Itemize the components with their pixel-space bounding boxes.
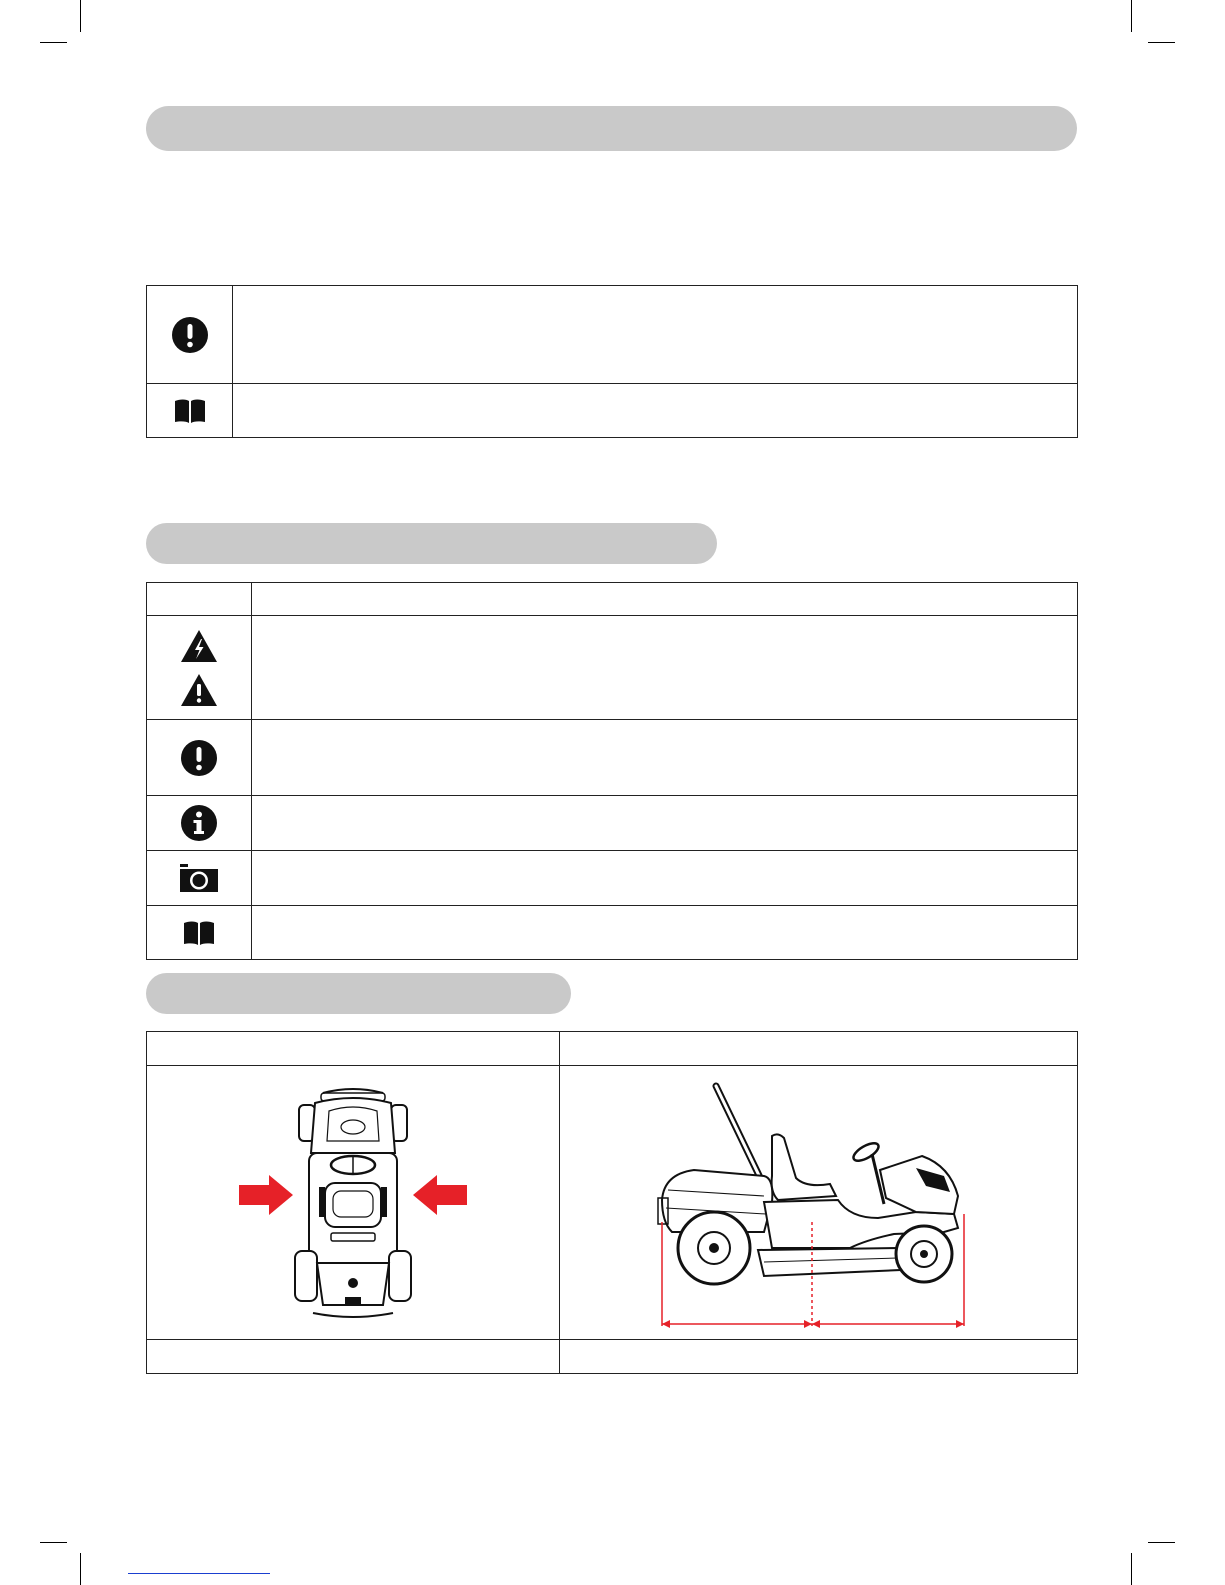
top-view-cell [147, 1066, 560, 1340]
table-header-row [147, 583, 1078, 616]
crop-mark [40, 1542, 67, 1543]
icon-cell [147, 906, 252, 960]
crop-mark [1131, 1553, 1132, 1585]
important-circle-icon [172, 317, 208, 353]
symbol-meaning-text [252, 906, 1078, 960]
crop-mark [1148, 1542, 1175, 1543]
table-row [147, 720, 1078, 796]
table-row [147, 851, 1078, 906]
left-red-arrow [239, 1175, 293, 1215]
views-table [146, 1031, 1078, 1374]
open-book-icon [174, 399, 206, 423]
symbols-section-header [146, 523, 717, 564]
open-book-icon [183, 921, 215, 945]
symbol-column-header [147, 583, 252, 616]
icon-cell [147, 286, 233, 384]
crop-mark [80, 1553, 81, 1585]
table-row [147, 796, 1078, 851]
meaning-column-header [252, 583, 1078, 616]
icon-cell [147, 720, 252, 796]
intro-notice-table [146, 285, 1078, 438]
top-view-caption [147, 1340, 560, 1374]
mower-side-view-illustration [654, 1072, 984, 1334]
warning-triangle-icon [180, 673, 218, 707]
footer-link-underline[interactable] [128, 1573, 270, 1574]
views-section-header [146, 973, 571, 1014]
table-footer-row [147, 1340, 1078, 1374]
camera-icon [179, 863, 219, 893]
table-header-row [147, 1032, 1078, 1066]
top-view-header [147, 1032, 560, 1066]
symbol-meaning-text [252, 720, 1078, 796]
right-red-arrow [413, 1175, 467, 1215]
notice-text [233, 384, 1078, 438]
symbol-meaning-text [252, 616, 1078, 720]
icon-cell [147, 796, 252, 851]
icon-cell [147, 616, 252, 720]
notice-text [233, 286, 1078, 384]
mower-top-view-illustration [233, 1083, 473, 1323]
crop-mark [1148, 42, 1175, 43]
crop-mark [40, 42, 67, 43]
icon-cell [147, 851, 252, 906]
icon-cell [147, 384, 233, 438]
table-row [147, 906, 1078, 960]
intro-section-header [146, 106, 1077, 151]
symbol-meaning-text [252, 796, 1078, 851]
important-circle-icon [181, 740, 217, 776]
symbol-meaning-text [252, 851, 1078, 906]
table-row [147, 384, 1078, 438]
side-view-header [560, 1032, 1078, 1066]
symbols-table [146, 582, 1078, 960]
crop-mark [1131, 0, 1132, 32]
high-voltage-triangle-icon [180, 629, 218, 663]
table-row [147, 616, 1078, 720]
side-view-caption [560, 1340, 1078, 1374]
side-view-cell [560, 1066, 1078, 1340]
table-row [147, 286, 1078, 384]
info-circle-icon [181, 805, 217, 841]
table-row [147, 1066, 1078, 1340]
crop-mark [80, 0, 81, 32]
